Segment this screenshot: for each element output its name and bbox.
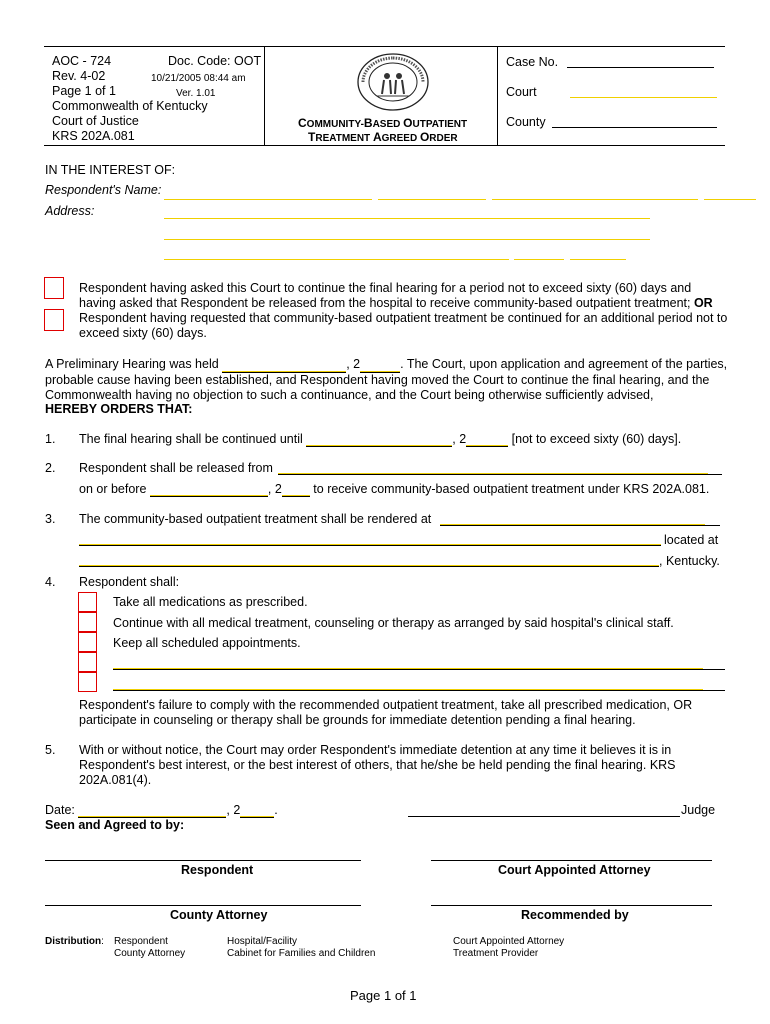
sub4-highlight xyxy=(113,668,703,669)
preliminary-date-field[interactable] xyxy=(222,357,346,373)
header-top-rule xyxy=(44,46,725,47)
final-hearing-year-field[interactable] xyxy=(466,432,508,447)
respondent-name-field-4[interactable] xyxy=(704,199,756,200)
revision: Rev. 4-02 xyxy=(52,69,106,83)
sub2-checkbox[interactable] xyxy=(78,612,97,632)
county-label: County xyxy=(506,115,546,129)
item2-text-a: Respondent shall be released from xyxy=(79,461,273,475)
interest-heading: IN THE INTEREST OF: xyxy=(45,163,176,177)
sub4-checkbox[interactable] xyxy=(78,652,97,672)
doc-code: Doc. Code: OOT xyxy=(168,54,262,68)
case-no-field[interactable] xyxy=(567,67,714,68)
county-attorney-signature-label: County Attorney xyxy=(170,908,268,922)
preliminary-paragraph xyxy=(45,357,735,403)
item3-text-c: , Kentucky. xyxy=(659,554,720,568)
date-line xyxy=(45,803,278,818)
kentucky-seal-icon xyxy=(355,52,431,112)
preliminary-text-c: . The Court, upon application and agreement of the parties, probable cause having been established, and Respondent having moved the Court to continue the final hearing, and the Commonwealth having no objection to such a continuance, and the Court being otherwise sufficiently advised, xyxy=(45,357,728,402)
option1-text: Respondent having asked this Court to continue the final hearing for a period not to exceed sixty (60) days and having asked that Respondent be released from the hospital to receive community-based outpatient treatment; xyxy=(79,281,692,310)
item2-text-b: on or before xyxy=(79,482,147,496)
option2-text: Respondent having requested that community-based outpatient treatment be continued for an additional period not to exceed sixty (60) days. xyxy=(79,311,728,340)
failure-paragraph: Respondent's failure to comply with the recommended outpatient treatment, take all prescribed medication, OR participate in counseling or therapy shall be grounds for immediate detention pending a final hearing. xyxy=(79,698,693,727)
or-text: OR xyxy=(693,296,713,310)
item4-number: 4. xyxy=(45,575,56,589)
item3-number: 3. xyxy=(45,512,56,526)
address-field-3a[interactable] xyxy=(164,259,509,260)
order-date-field[interactable] xyxy=(78,803,226,818)
distribution-label: Distribution: xyxy=(45,936,104,947)
distribution-treatment-provider: Treatment Provider xyxy=(453,948,539,959)
preliminary-text-b: , 2 xyxy=(346,357,361,371)
judge-signature-line[interactable] xyxy=(408,816,680,817)
address-field-3c[interactable] xyxy=(570,259,626,260)
distribution-hospital: Hospital/Facility xyxy=(227,936,298,947)
item4-text-a: Respondent shall: xyxy=(79,575,180,589)
item1-text-b: , 2 xyxy=(452,432,467,446)
address-field-1[interactable] xyxy=(164,218,650,219)
court-of-justice-label: Court of Justice xyxy=(52,114,139,128)
court-field[interactable] xyxy=(570,97,717,98)
released-from-field[interactable] xyxy=(278,474,722,475)
sub3-text: Keep all scheduled appointments. xyxy=(113,636,301,650)
page-count: Page 1 of 1 xyxy=(52,84,116,98)
county-attorney-signature-line[interactable] xyxy=(45,905,361,906)
case-no-label: Case No. xyxy=(506,55,559,69)
respondent-signature-line[interactable] xyxy=(45,860,361,861)
respondent-signature-label: Respondent xyxy=(181,863,254,877)
item1-text-c: [not to exceed sixty (60) days]. xyxy=(511,432,682,446)
hereby-orders: HEREBY ORDERS THAT: xyxy=(45,402,193,416)
sub5-checkbox[interactable] xyxy=(78,672,97,692)
timestamp: 10/21/2005 08:44 am xyxy=(151,73,246,84)
respondent-name-label: Respondent's Name: xyxy=(45,183,162,197)
form-title-line1: COMMUNITY-BASED OUTPATIENT xyxy=(298,116,468,130)
date-label: Date: xyxy=(45,803,75,817)
address-field-3b[interactable] xyxy=(514,259,564,260)
header-bottom-rule xyxy=(44,145,725,146)
option1-checkbox[interactable] xyxy=(44,277,64,299)
judge-label: Judge xyxy=(681,803,716,817)
preliminary-text-a: A Preliminary Hearing was held xyxy=(45,357,219,371)
seal-text xyxy=(378,54,394,55)
sub5-highlight xyxy=(113,689,703,690)
item2-line2 xyxy=(79,482,709,497)
item1-number: 1. xyxy=(45,432,56,446)
recommended-signature-line[interactable] xyxy=(431,905,712,906)
form-number: AOC - 724 xyxy=(52,54,112,68)
commonwealth-label: Commonwealth of Kentucky xyxy=(52,99,208,113)
respondent-name-field-2[interactable] xyxy=(378,199,486,200)
distribution-court-attorney: Court Appointed Attorney xyxy=(453,936,565,947)
treatment-location-highlight-2 xyxy=(79,544,661,545)
krs-label: KRS 202A.081 xyxy=(52,129,135,143)
court-attorney-signature-label: Court Appointed Attorney xyxy=(498,863,651,877)
form-title-line2: TREATMENT AGREED ORDER xyxy=(308,130,458,144)
released-from-field-highlight xyxy=(278,473,708,474)
treatment-location-field-1[interactable] xyxy=(440,525,720,526)
distribution-respondent: Respondent xyxy=(114,936,168,947)
treatment-address-highlight xyxy=(79,565,659,566)
distribution-county-attorney: County Attorney xyxy=(114,948,186,959)
court-label: Court xyxy=(506,85,537,99)
release-date-field[interactable] xyxy=(150,482,268,497)
date-text-c: . xyxy=(274,803,278,817)
header-divider-left xyxy=(264,46,265,145)
order-year-field[interactable] xyxy=(240,803,274,818)
address-label: Address: xyxy=(45,204,95,218)
recommended-signature-label: Recommended by xyxy=(521,908,629,922)
item2-text-c: , 2 xyxy=(267,482,282,496)
sub1-text: Take all medications as prescribed. xyxy=(113,595,308,609)
distribution-cabinet: Cabinet for Families and Children xyxy=(227,948,376,959)
item2-number: 2. xyxy=(45,461,56,475)
version: Ver. 1.01 xyxy=(176,88,216,99)
preliminary-year-field[interactable] xyxy=(360,357,400,373)
treatment-address-field[interactable] xyxy=(79,566,659,567)
item5-paragraph: With or without notice, the Court may order Respondent's immediate detention at any time it believes it is in Respondent's best interest, or the best interest of others, that he/she be held pending the final hearing. KRS 202A.081(4). xyxy=(79,743,676,787)
item1-line xyxy=(79,432,681,447)
sub4-field[interactable] xyxy=(113,669,725,670)
item5-number: 5. xyxy=(45,743,56,757)
court-attorney-signature-line[interactable] xyxy=(431,860,712,861)
respondent-name-field-1[interactable] xyxy=(164,199,372,200)
release-year-field[interactable] xyxy=(282,482,310,497)
footer-page-number: Page 1 of 1 xyxy=(350,988,417,1003)
sub3-checkbox[interactable] xyxy=(78,632,97,652)
item1-text-a: The final hearing shall be continued until xyxy=(79,432,303,446)
treatment-location-field-2[interactable] xyxy=(79,545,661,546)
seen-agreed-label: Seen and Agreed to by: xyxy=(45,818,185,832)
treatment-location-highlight-1 xyxy=(440,524,705,525)
date-text-b: , 2 xyxy=(226,803,241,817)
final-hearing-date-field[interactable] xyxy=(306,432,452,447)
respondent-name-field-3[interactable] xyxy=(492,199,698,200)
options-text xyxy=(79,281,731,341)
sub2-text: Continue with all medical treatment, counseling or therapy as arranged by said hospital's clinical staff. xyxy=(113,616,674,630)
sub1-checkbox[interactable] xyxy=(78,592,97,612)
sub5-field[interactable] xyxy=(113,690,725,691)
header-divider-right xyxy=(497,46,498,145)
option2-checkbox[interactable] xyxy=(44,309,64,331)
county-field[interactable] xyxy=(552,127,717,128)
address-field-2[interactable] xyxy=(164,239,650,240)
item3-text-b: located at xyxy=(664,533,719,547)
item3-text-a: The community-based outpatient treatment shall be rendered at xyxy=(79,512,432,526)
item2-text-d: to receive community-based outpatient treatment under KRS 202A.081. xyxy=(313,482,710,496)
